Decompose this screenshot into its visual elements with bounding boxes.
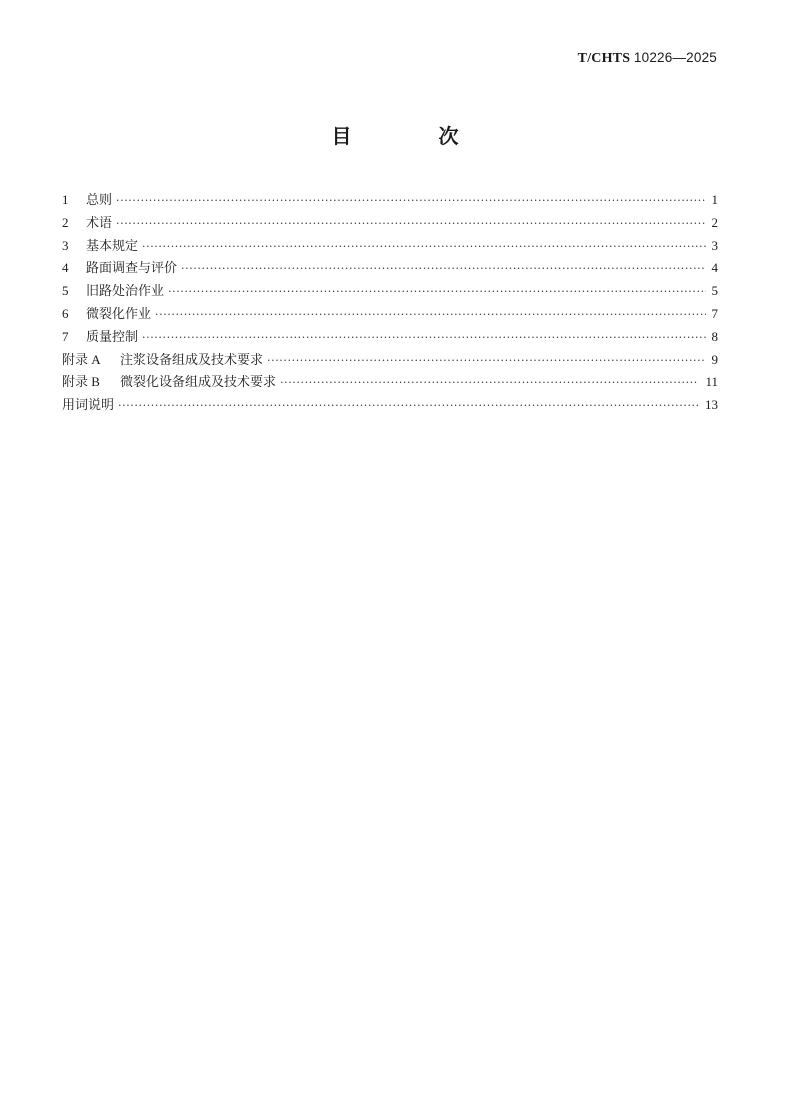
- toc-entry-label: 注浆设备组成及技术要求: [120, 352, 264, 368]
- toc-entry-label: 基本规定: [86, 238, 139, 254]
- toc-entry-number: 4: [62, 260, 69, 276]
- toc-entry[interactable]: [62, 280, 718, 303]
- toc-leader-dots: [168, 281, 705, 304]
- toc-entry-number: 附录 A: [62, 351, 101, 367]
- toc-entry-number: 7: [62, 328, 69, 344]
- toc-entry-page: 8: [711, 328, 718, 344]
- toc-entry[interactable]: [62, 257, 718, 280]
- toc-entry[interactable]: [62, 235, 718, 258]
- toc-entry-page: 2: [711, 214, 718, 230]
- toc-leader-dots: [118, 395, 699, 418]
- toc-entry-label: 质量控制: [86, 329, 139, 345]
- toc-entry-label: 术语: [86, 215, 113, 231]
- toc-leader-dots: [267, 350, 705, 373]
- toc-entry-label: 微裂化设备组成及技术要求: [120, 375, 277, 391]
- toc-entry-label: 用词说明: [62, 398, 115, 414]
- toc-leader-dots: [116, 213, 705, 236]
- toc-entry-number: 5: [62, 283, 69, 299]
- toc-entry-page: 11: [705, 374, 718, 390]
- toc-entry-number: 3: [62, 237, 69, 253]
- toc-entry[interactable]: [62, 189, 718, 212]
- document-code: [578, 50, 717, 67]
- toc-entry[interactable]: [62, 326, 718, 349]
- toc-entry-page: 1: [711, 192, 718, 207]
- toc-entry-number: 附录 B: [62, 374, 100, 390]
- toc-entry-page: 13: [705, 397, 718, 413]
- toc-entry-page: 9: [711, 351, 718, 367]
- document-number: 10226—2025: [633, 50, 717, 65]
- toc-leader-dots: [116, 190, 705, 213]
- toc-entry[interactable]: [62, 303, 718, 326]
- toc-entry-number: 2: [62, 214, 69, 230]
- toc-entry[interactable]: [62, 371, 718, 394]
- toc-entry[interactable]: [62, 212, 718, 235]
- toc-entry-label: 路面调查与评价: [86, 261, 178, 277]
- toc-leader-dots: [181, 258, 705, 281]
- toc-entry-label: 旧路处治作业: [86, 284, 165, 300]
- toc-entry-page: 7: [711, 305, 718, 321]
- page-title: 目 次: [331, 124, 499, 148]
- toc-entry-label: 总则: [86, 193, 113, 208]
- toc-entry-number: 6: [62, 305, 69, 321]
- toc-entry-page: 3: [711, 237, 718, 253]
- table-of-contents: [62, 189, 718, 417]
- toc-leader-dots: [142, 327, 705, 350]
- toc-entry-label: 微裂化作业: [86, 306, 152, 322]
- toc-entry-page: 4: [711, 260, 718, 276]
- toc-leader-dots: [142, 236, 705, 259]
- toc-entry-page: 5: [711, 283, 718, 299]
- document-code-prefix: T/CHTS: [577, 51, 631, 66]
- toc-entry[interactable]: [62, 349, 718, 372]
- toc-leader-dots: [280, 372, 699, 395]
- toc-entry[interactable]: [62, 394, 718, 417]
- toc-entry-number: 1: [62, 192, 69, 207]
- toc-leader-dots: [155, 304, 705, 327]
